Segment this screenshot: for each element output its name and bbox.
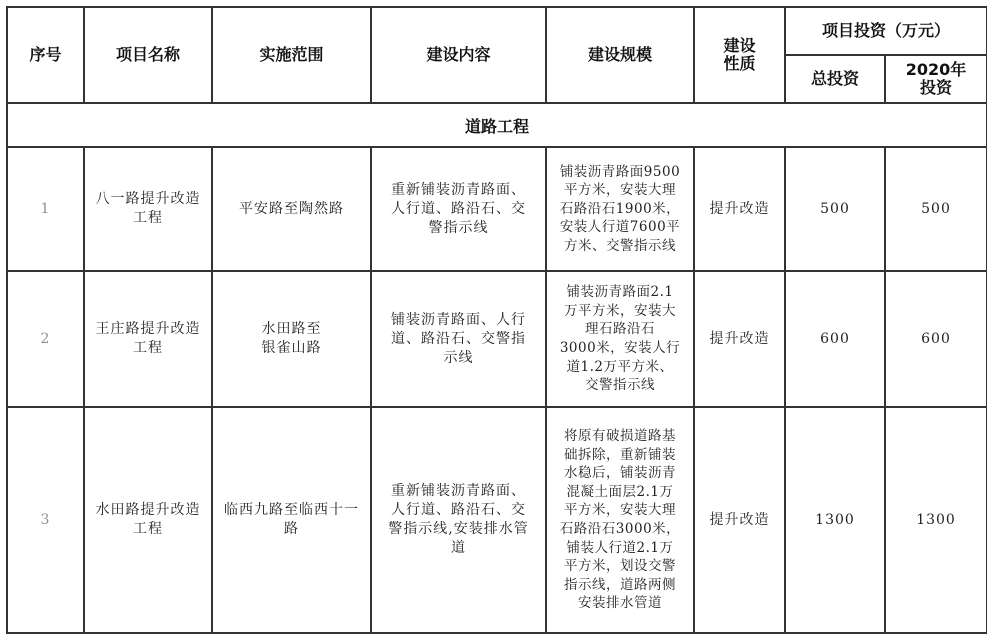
header-row [7, 7, 987, 55]
header-investment: 项目投资（万元） [785, 7, 987, 55]
row-nature: 提升改造 [694, 407, 785, 633]
row-total: 500 [785, 147, 885, 271]
row-content: 重新铺装沥青路面、 人行道、路沿石、交 警指示线,安装排水管 道 [371, 407, 546, 633]
header-2020: 2020年 投资 [885, 55, 987, 103]
table-row [7, 407, 987, 633]
row-content: 铺装沥青路面、人行 道、路沿石、交警指 示线 [371, 271, 546, 407]
row-nature: 提升改造 [694, 271, 785, 407]
table-row [7, 271, 987, 407]
header-total: 总投资 [785, 55, 885, 103]
investment-table [6, 6, 987, 634]
header-scope: 实施范围 [212, 7, 371, 103]
row-total: 600 [785, 271, 885, 407]
row-scope: 临西九路至临西十一 路 [212, 407, 371, 633]
table-row [7, 147, 987, 271]
row-scale: 铺装沥青路面2.1 万平方米，安装大 理石路沿石 3000米，安装人行 道1.2万平方米、 交警指示线 [546, 271, 694, 407]
row-name: 八一路提升改造 工程 [84, 147, 212, 271]
row-2020: 1300 [885, 407, 987, 633]
section-title: 道路工程 [7, 103, 987, 147]
row-scale: 铺装沥青路面9500 平方米，安装大理 石路沿石1900米， 安装人行道7600平 方米、交警指示线 [546, 147, 694, 271]
row-no: 1 [7, 147, 84, 271]
row-content: 重新铺装沥青路面、 人行道、路沿石、交 警指示线 [371, 147, 546, 271]
section-row [7, 103, 987, 147]
header-nature: 建设 性质 [694, 7, 785, 103]
row-nature: 提升改造 [694, 147, 785, 271]
row-no: 3 [7, 407, 84, 633]
row-2020: 500 [885, 147, 987, 271]
row-2020: 600 [885, 271, 987, 407]
row-no: 2 [7, 271, 84, 407]
row-total: 1300 [785, 407, 885, 633]
row-scope: 平安路至陶然路 [212, 147, 371, 271]
row-name: 水田路提升改造 工程 [84, 407, 212, 633]
header-no: 序号 [7, 7, 84, 103]
row-scale: 将原有破损道路基 础拆除，重新铺装 水稳后，铺装沥青 混凝土面层2.1万 平方米，安装大理 石路沿石3000米， 铺装人行道2.1万 平方米，划设交警 指示线，道路两侧 安装排水管道 [546, 407, 694, 633]
header-content: 建设内容 [371, 7, 546, 103]
row-scope: 水田路至 银雀山路 [212, 271, 371, 407]
header-name: 项目名称 [84, 7, 212, 103]
row-name: 王庄路提升改造 工程 [84, 271, 212, 407]
header-scale: 建设规模 [546, 7, 694, 103]
